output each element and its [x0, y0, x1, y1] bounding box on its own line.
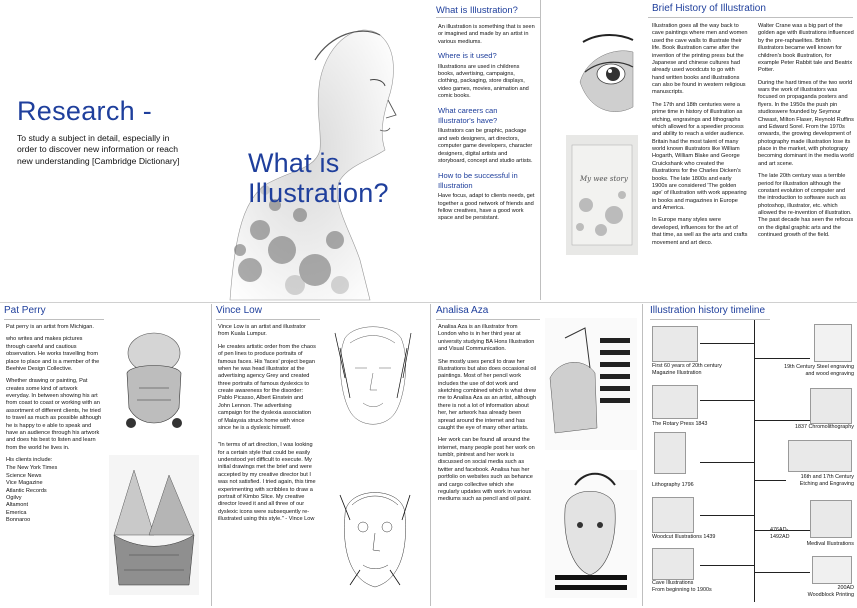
- history-rule: [648, 17, 853, 18]
- history-col1-p1: Illustration goes all the way back to cave paintings where men and women used the cave walls to illustrate their life. Book illustration came after the invention of the printing press but the Japanese and chinese cultures had already used woodcuts to go with hand written books and illustrations can also be found in western religious manuscripts.: [652, 23, 748, 96]
- what-body: [438, 24, 535, 228]
- pat-name: Pat Perry: [4, 305, 46, 316]
- page-divider: [0, 302, 857, 303]
- analisa-vrule: [430, 304, 431, 606]
- research-title: Research -: [17, 96, 153, 126]
- timeline-axis: [754, 320, 755, 602]
- book-caption: My wee story: [580, 175, 628, 183]
- timeline-left-4: Cave Illustrations From beginning to 1900s: [652, 580, 712, 593]
- what-title: What is Illustration?: [436, 4, 518, 15]
- timeline-thumb-rotary: [652, 385, 698, 419]
- analisa-p3: Her work can be found all around the internet, many people post her work on tumblr, pintrest and her work is discussed on social media such as twitter and facebook. Analisa has her portfolio on websites such as behance and cargo collective which she regularly updates with work in various mediums such as pencil and oil paint.: [438, 437, 535, 503]
- what-a3: Have focus, adapt to clients needs, get together a good network of friends and fellow creatives, have a good work space and be persistant.: [438, 193, 535, 222]
- analisa-rule: [436, 319, 540, 320]
- vince-vrule: [211, 304, 212, 606]
- vince-name: Vince Low: [216, 305, 262, 316]
- timeline-left-0: First 60 years of 20th century Magazine Illustration: [652, 363, 722, 376]
- analisa-p2: She mostly uses pencil to draw her illustrations but also does occasional oil paintings. Most of her pencil work includes the use of dot work and sketching combined which is what drew me to Analisa Aza as an artist, although there is not a lot of information about her, her artwork has already been spread around the internet and has caught the eye of many other artists.: [438, 358, 536, 431]
- hero-title: What is Illustration?: [248, 148, 389, 208]
- history-col1: [652, 23, 748, 252]
- vince-quote: "In terms of art direction, I was looking for a certain style that could be easily understood yet difficult to execute. My initial drawings met the brief and were accepted by my creative director but I was not satisfied. I tried again, this time experimenting with scribbles to draw a portrait of Kimbo Slice. My creative director loved it and all three of our dyslexic icons were subsequently re-illustrated using this style." - Vince Low: [218, 442, 316, 522]
- research-definition: To study a subject in detail, especially in order to discover new information or reach new understanding [Cambridge Dictionary]: [17, 133, 180, 166]
- timeline-thumb-steel: [814, 324, 852, 362]
- research-section: [17, 95, 207, 167]
- pat-p3: Whether drawing or painting, Pat creates some kind of artwork everyday. In between showing his art from coast to coast or working with an assortment of different clients, he tried to travel as much as possible although he is happy to e able to speak and have an audience through his artwork and does his best to listen and learn from the world he lives in.: [6, 378, 102, 451]
- timeline-connector-l0: [700, 343, 754, 344]
- timeline-connector-r0: [754, 358, 810, 359]
- timeline-left-2: Lithography 1796: [652, 482, 694, 488]
- vince-artwork-2: [330, 475, 420, 603]
- pat-p1: Pat perry is an artist from Michigan.: [6, 324, 94, 330]
- timeline-thumb-lithography: [654, 432, 686, 474]
- timeline-left-1: The Rotary Press 1843: [652, 421, 708, 427]
- timeline-connector-r2: [754, 480, 786, 481]
- book-illustration: [566, 135, 638, 255]
- what-rule: [436, 17, 540, 18]
- history-col2-p3: The late 20th century was a terrible period for illustration although the constant evolution of computer and the introduction to software such as photoshop, illustrator, etc. which allowed the re-invention of illustration. The past decade has seen the refocus on the digital graphic arts and the continued growth of the field.: [758, 173, 854, 239]
- eye-illustration: [575, 12, 635, 124]
- timeline-right-4: Medival Illustrations: [806, 541, 854, 547]
- history-col1-p2: The 17th and 18th centuries were a prime time in history of illustration as etching, engravings and lithographs which allowed for a speedier process and ability to reach a wider audience. Britain had the most talent of many world known illustrators like William Hogarth, William Blake and George Cruickshank who created the illustrations for the Charles Dicken's books. The late 1800s and early 1900s are considered 'The golden age' of illustration with work appearing in books and magazines in Europe and America.: [652, 101, 747, 211]
- pat-artwork-2: [109, 455, 199, 595]
- what-a2: Illustrators can be graphic, package and web designers, art directors, computer game developers, character designers, digital artists and storyboard, concept and studio artists.: [438, 128, 533, 164]
- timeline-thumb-medieval: [810, 500, 852, 538]
- timeline-right-1: 1837 Chromolithography: [794, 424, 854, 430]
- pat-clients: The New York Times Science News Vice Magazine Atlantic Records Ogilvy Altamont Emerica Bonnaroo: [6, 465, 58, 523]
- timeline-thumb-chromo: [810, 388, 852, 424]
- timeline-connector-l2: [700, 462, 754, 463]
- timeline-connector-r3: [754, 530, 810, 531]
- what-q3: How to be successful in Illustration: [438, 171, 518, 190]
- timeline-right-2: 16th and 17th Century Etching and Engraving: [799, 474, 854, 487]
- timeline-right-3: 1492AD: [770, 533, 790, 540]
- pat-rule: [4, 319, 104, 320]
- vince-body: [218, 324, 316, 528]
- timeline-thumb-woodblock: [812, 556, 852, 584]
- timeline-connector-l3: [700, 515, 754, 516]
- history-col1-p3: In Europe many styles were developed, influences for the art of that time, as well as the arts and crafts movement and art deco.: [652, 217, 748, 246]
- vince-rule: [216, 319, 320, 320]
- timeline-thumb-woodcut: [652, 497, 694, 533]
- what-q1: Where is it used?: [438, 51, 497, 61]
- vince-p2: He creates artistic order from the chaos of pen lines to produce portraits of famous faces. His 'faces' project began when he was head illustrator at the advertising agency Grey and created three portraits of famous dyslexics to create awareness for the disorder: Pablo Picasso, Albert Einstein and John Lennon. The advertising campaign for the dyslexia association of Malaysia struck home with vince since he is a dyslexic himself.: [218, 343, 316, 431]
- history-col2-p2: During the hard times of the two world wars the work of illustrators was focused on propaganda posters and flyers. In the 1950s the push pin studioswere founded by Seymour Chwast, Milton Flaser, Reynold Ruffins and Edward Sorel. From the 1970s onwards, the growing development of photography made illustration lose its place in the market, with photograpy becoming dominant in the media world and art scene.: [758, 79, 854, 167]
- pat-artwork-1: [109, 318, 199, 445]
- timeline-title: Illustration history timeline: [650, 305, 766, 316]
- analisa-name: Analisa Aza: [436, 305, 489, 316]
- analisa-p1: Analisa Aza is an illustrator from London who is in her third year at university studying BA Hons Illustration and Visual Communication.: [438, 324, 535, 353]
- timeline-connector-l4: [700, 565, 754, 566]
- history-col2: [758, 23, 854, 245]
- timeline-thumb-etching: [788, 440, 852, 472]
- vince-p1: Vince Low is an artist and illustrator from Kuala Lumpur.: [218, 324, 306, 338]
- analisa-artwork-1: [545, 318, 637, 450]
- pat-clients-title: His clients include:: [6, 457, 53, 463]
- timeline-thumb-magazine: [652, 326, 698, 362]
- analisa-artwork-2: [545, 470, 637, 598]
- timeline-connector-r5: [754, 572, 810, 573]
- history-col2-p1: Walter Crane was a big part of the golden age with illustrations influenced by the pre-raphaelites. British illustrators became well known for children's book illustration, for example Peter Rabbit tale and Beatrix Potter.: [758, 23, 854, 74]
- vince-artwork-1: [325, 318, 421, 440]
- timeline-connector-r1: [754, 420, 810, 421]
- what-q2: What careers can Illustrator's have?: [438, 106, 498, 125]
- pat-p2: who writes and makes pictures through careful and cautious observation. He works travelling from place to place and is a member of the Beehive Design Collective.: [6, 336, 100, 372]
- timeline-right-0: 19th Century Steel engraving and wood engraving: [784, 364, 854, 377]
- history-vrule: [540, 0, 541, 300]
- pat-body: [6, 324, 102, 529]
- history-title: Brief History of Illustration: [652, 3, 766, 14]
- timeline-left-3: Woodcut Illustrations 1439: [652, 534, 716, 540]
- analisa-body: [438, 324, 536, 509]
- timeline-thumb-cave: [652, 548, 694, 580]
- timeline-rule: [650, 319, 770, 320]
- what-a1: Illustrations are used in childrens books, advertising, campaigns, clothing, packaging, store displays, video games, movies, animation and comic books.: [438, 63, 529, 100]
- timeline-right-5: 200AD Woodblock Printing: [807, 585, 854, 598]
- timeline-connector-l1: [700, 400, 754, 401]
- timeline-vrule-left: [642, 304, 643, 606]
- what-intro: An illustration is something that is seen or imagined and made by an artist in various mediums.: [438, 24, 535, 45]
